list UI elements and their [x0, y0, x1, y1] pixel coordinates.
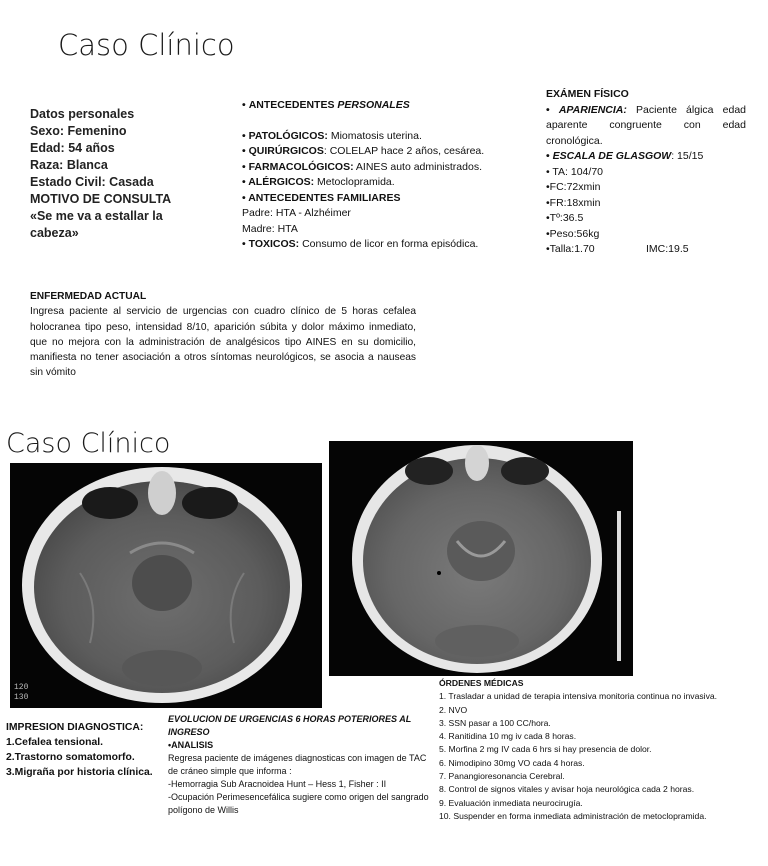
order-item: 5. Morfina 2 mg IV cada 6 hrs si hay presencia de dolor.	[439, 744, 652, 755]
order-item: 7. Panangioresonancia Cerebral.	[439, 771, 565, 782]
age-field: Edad: 54 años	[30, 141, 115, 155]
height-item: •Talla:1.70	[546, 243, 595, 255]
order-item: 6. Nimodipino 30mg VO cada 4 horas.	[439, 757, 585, 768]
physical-exam-section	[546, 87, 746, 258]
diagnostic-impression-heading: IMPRESION DIAGNOSTICA:	[6, 722, 144, 733]
slide2-title: Caso Clínico	[6, 428, 171, 459]
personal-data-heading: Datos personales	[30, 107, 135, 121]
bmi-item: IMC:19.5	[646, 243, 689, 255]
allergies-item: • ALÉRGICOS: Metoclopramida.	[242, 176, 395, 188]
civil-status-field: Estado Civil: Casada	[30, 175, 154, 189]
current-illness-body: Ingresa paciente al servicio de urgencias con cuadro clínico de 5 horas cefalea holocranea tipo peso, intensidad 8/10, aparición súbita y dolor máximo inmediato, que no mejora con la administración de analgésicos tipo AINES en su domicilio, manifiesta no tener asociación a otros síntomas neurológicos, se asocia a nauseas sin vómito	[30, 306, 416, 379]
order-item: 8. Control de signos vitales y avisar hoja neurológica cada 2 horas.	[439, 784, 695, 795]
height-bmi-row	[546, 242, 746, 258]
mother-item: Madre: HTA	[242, 222, 298, 235]
finding-item: -Hemorragia Sub Aracnoidea Hunt – Hess 1, Fisher : II	[168, 779, 387, 789]
diagnosis-item: 2.Trastorno somatomorfo.	[6, 752, 135, 763]
medical-orders-section	[439, 677, 755, 823]
order-item: 4. Ranitidina 10 mg iv cada 8 horas.	[439, 731, 577, 742]
evolution-body: Regresa paciente de imágenes diagnosticas con imagen de TAC de cráneo simple que informa :	[168, 753, 427, 776]
father-item: Padre: HTA - Alzhéimer	[242, 207, 351, 219]
diagnosis-item: 3.Migraña por historia clínica.	[6, 767, 153, 778]
appearance-item: • APARIENCIA: Paciente álgica edad aparente congruente con edad cronológica.	[546, 103, 746, 147]
evolution-section	[168, 713, 438, 817]
surgical-item: • QUIRÚRGICOS: COLELAP hace 2 años, cesárea.	[242, 145, 485, 157]
glasgow-item: • ESCALA DE GLASGOW: 15/15	[546, 150, 704, 162]
toxics-item: • TOXICOS: Consumo de licor en forma episódica.	[242, 238, 479, 250]
personal-data-section	[30, 106, 171, 242]
ct-scan-image-2	[329, 441, 633, 676]
order-item: 10. Suspender en forma inmediata administración de metoclopramida.	[439, 810, 707, 821]
order-item: 3. SSN pasar a 100 CC/hora.	[439, 717, 551, 728]
blood-pressure-item: • TA: 104/70	[546, 165, 603, 178]
finding-item: -Ocupación Perimesencefálica sugiere como origen del sangrado polígono de Willis	[168, 792, 429, 815]
family-antecedents-heading: • ANTECEDENTES FAMILIARES	[242, 191, 401, 204]
weight-item: •Peso:56kg	[546, 227, 600, 240]
diagnostic-impression-section	[6, 720, 171, 780]
scan-overlay-130: 130	[14, 693, 29, 702]
slide1-title: Caso Clínico	[58, 28, 235, 62]
order-item: 2. NVO	[439, 704, 468, 715]
scan-overlay-120: 120	[14, 683, 29, 692]
order-item: 9. Evaluación inmediata neurocirugía.	[439, 797, 583, 808]
analysis-heading: •ANALISIS	[168, 740, 214, 750]
resp-rate-item: •FR:18xmin	[546, 196, 601, 209]
diagnosis-item: 1.Cefalea tensional.	[6, 737, 104, 748]
sex-field: Sexo: Femenino	[30, 124, 127, 138]
current-illness-section	[30, 289, 416, 381]
temperature-item: •Tº:36.5	[546, 212, 584, 224]
current-illness-heading: ENFERMEDAD ACTUAL	[30, 291, 147, 302]
medical-orders-heading: ÓRDENES MÉDICAS	[439, 678, 524, 688]
consult-reason-heading: MOTIVO DE CONSULTA	[30, 192, 172, 206]
consult-reason-quote-line2: cabeza»	[30, 226, 79, 240]
heart-rate-item: •FC:72xmin	[546, 181, 601, 193]
consult-reason-quote-line1: «Se me va a estallar la	[30, 209, 163, 223]
antecedents-section	[242, 98, 512, 253]
race-field: Raza: Blanca	[30, 158, 108, 172]
pharmacological-item: • FARMACOLÓGICOS: AINES auto administrados.	[242, 160, 482, 173]
pathological-item: • PATOLÓGICOS: Miomatosis uterina.	[242, 129, 422, 142]
physical-exam-heading: EXÁMEN FÍSICO	[546, 88, 629, 100]
order-item: 1. Trasladar a unidad de terapia intensiva monitoria continua no invasiva.	[439, 691, 718, 702]
antecedents-personal-heading: • ANTECEDENTES PERSONALES	[242, 99, 410, 111]
ct-scan-image-1	[10, 463, 322, 708]
evolution-heading: EVOLUCION DE URGENCIAS 6 HORAS POTERIORES AL INGRESO	[168, 714, 412, 737]
